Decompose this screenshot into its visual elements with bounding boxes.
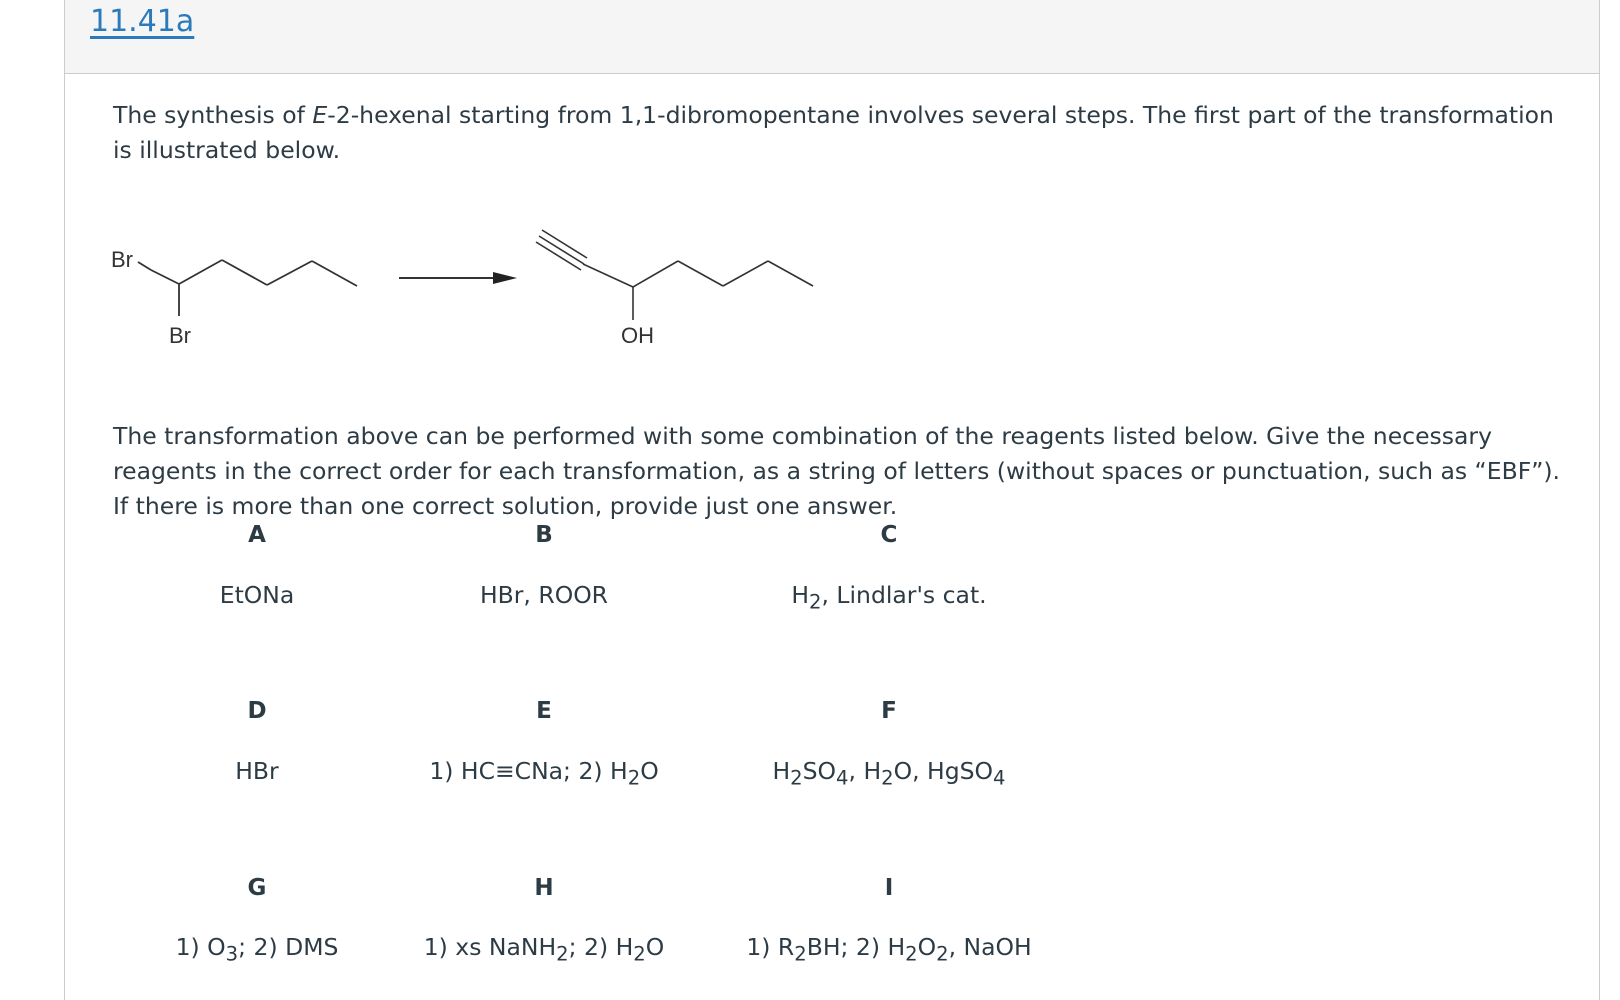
reagent-letter-i: I [884, 875, 894, 901]
reagent-d: HBr [235, 757, 279, 785]
reagent-b: HBr, ROOR [479, 581, 609, 609]
start-br-label-1: Br [111, 247, 133, 272]
intro-text-1: The synthesis of [113, 101, 313, 129]
reagent-letter-f: F [881, 698, 897, 724]
reagent-letter-h: H [534, 875, 554, 901]
reagent-h: 1) xs NaNH$_2$; 2) $H_2O$ [423, 933, 665, 966]
intro-italic: E [312, 101, 328, 129]
product-oh-label: OH [621, 323, 654, 348]
reagent-letter-g: G [247, 875, 267, 901]
question-instructions: The transformation above can be performed with some combination of the reagents listed below. Give the necessary reagents in the correct order for each transformation, as a string of letters (without spaces or punctuation, such as “EBF”). If there is more than one correct solution, provide just one answer. [113, 422, 1561, 520]
reagent-grid [125, 0, 1125, 1000]
reagent-letter-d: D [247, 698, 267, 724]
reagent-letter-c: C [880, 522, 898, 548]
reagent-letter-e: E [536, 698, 552, 724]
reagent-c: $H_2$, Lindlar's cat. [791, 581, 987, 614]
reagent-i: 1) $R_2BH$; 2) $H_2O_2$, NaOH [746, 933, 1032, 966]
reagent-f: $H_2SO_4$, $H_2O$, HgSO$_4$ [772, 757, 1006, 790]
reagent-letter-b: B [535, 522, 553, 548]
reagent-a: EtONa [219, 581, 295, 609]
start-br-label-2: Br [169, 323, 191, 348]
intro-text-2: -2-hexenal starting from 1,1-dibromopentane involves several steps. The first part of the transformation is illustrated below. [113, 101, 1554, 164]
reagent-letter-a: A [248, 522, 266, 548]
question-link[interactable]: 11.41a [90, 4, 195, 39]
reagent-e: 1) HC≡CNa; 2) $H_2O$ [429, 757, 659, 790]
question-card [64, 0, 1600, 1000]
reagent-g: 1) $O_3$; 2) DMS [175, 933, 339, 966]
